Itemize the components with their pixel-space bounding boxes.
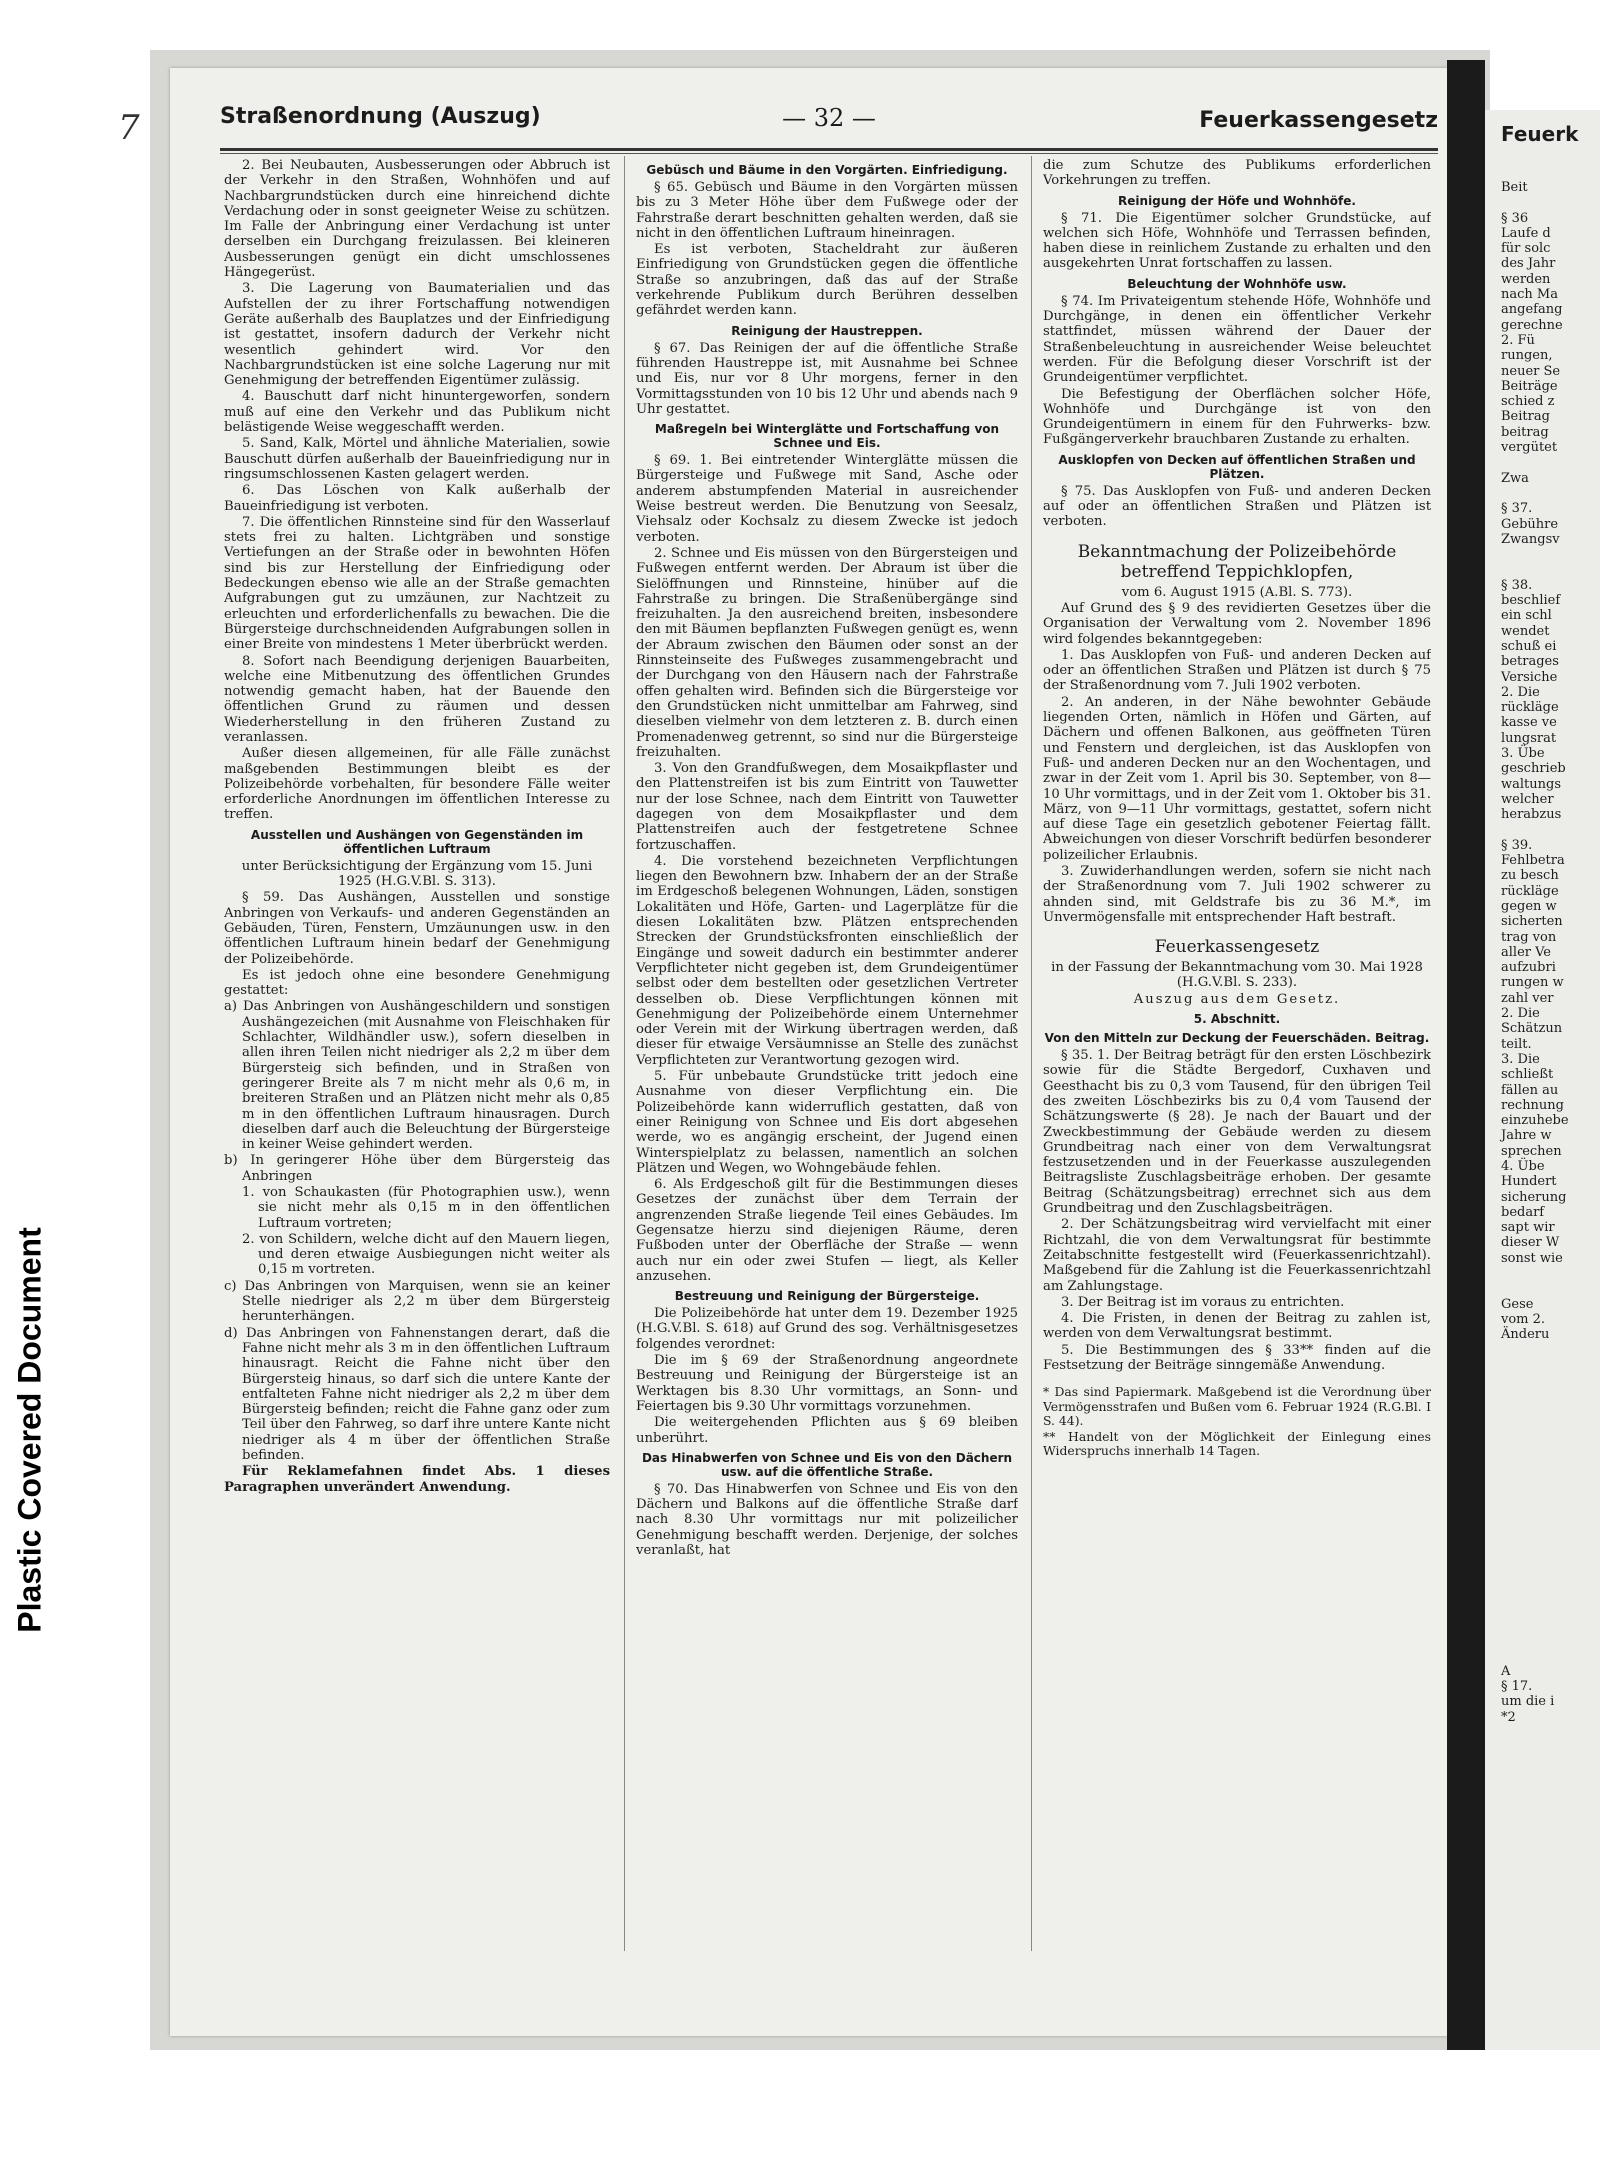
adjacent-page-line: Fehlbetra xyxy=(1501,853,1565,869)
adjacent-page-line: Beitrag xyxy=(1501,409,1550,425)
permission-list xyxy=(224,999,610,1463)
list-item: a) Das Anbringen von Aushängeschildern und sonstigen Aushängezeichen (mit Ausnahme von Fleischhaken für Schlachter, Wildhändler usw.), sofern dieselben in allen ihren Teilen nicht niedriger als 2,2 m über dem Bürgersteig sich befinden, und in Straßen von geringerer Breite als 7 m nicht mehr als 0,6 m, in breiteren Straßen und an Plätzen nicht mehr als 0,85 m in den öffentlichen Luftraum hinausragen. Durch dieselben darf auch die Beleuchtung der Bürgersteige in keiner Weise gehindert werden. xyxy=(224,999,610,1153)
adjacent-page-line: betrages xyxy=(1501,654,1559,670)
adjacent-page-line: lungsrat xyxy=(1501,730,1557,746)
adjacent-page-line: ein schl xyxy=(1501,608,1552,624)
adjacent-page-line xyxy=(1501,455,1569,470)
adjacent-page-line: Laufe d xyxy=(1501,225,1551,241)
column-divider xyxy=(624,156,625,1951)
paragraph: § 75. Das Ausklopfen von Fuß- und anderen Decken auf oder an öffentlichen Straßen und Plätzen ist verboten. xyxy=(1043,483,1431,530)
adjacent-page-line xyxy=(1501,1572,1569,1587)
paragraph: 2. An anderen, in der Nähe bewohnter Gebäude liegenden Orten, nämlich in Höfen und Gärten, auf Dächern und offenen Balkonen, aus geöffneten Türen und Fenstern und dergleichen, ist das Ausklopfen von Fuß- und anderen Decken nur an den Wochentagen, und zwar in der Zeit vom 1. April bis 30. September, von 8—10 Uhr vormittags, und in der Zeit vom 1. Oktober bis 31. März, von 9—11 Uhr vormittags, gestattet, sofern nicht auf diese Tage ein gesetzlich gebotener Feiertag fällt. Abweichungen von dieser Vorschrift bedürfen besonderer polizeilicher Erlaubnis. xyxy=(1043,694,1431,863)
section-heading: Maßregeln bei Winterglätte und Fortschaffung von Schnee und Eis. xyxy=(654,422,1000,451)
adjacent-page-line: bedarf xyxy=(1501,1204,1545,1220)
adjacent-page-line: neuer Se xyxy=(1501,363,1561,379)
adjacent-page-line: Zwangsv xyxy=(1501,531,1560,547)
adjacent-page-line: angefang xyxy=(1501,302,1563,318)
adjacent-page-line: *2 xyxy=(1501,1709,1516,1725)
list-item: b) In geringerer Höhe über dem Bürgersteig das Anbringen xyxy=(224,1153,610,1184)
paragraph: § 70. Das Hinabwerfen von Schnee und Eis von den Dächern und Balkons auf die öffentliche Straße darf nach 8.30 Uhr vormittags nur mit polizeilicher Genehmigung beschafft werden. Derjenige, der solches veranlaßt, hat xyxy=(636,1481,1018,1559)
adjacent-page-line xyxy=(1501,1266,1569,1281)
section-heading: Reinigung der Haustreppen. xyxy=(731,323,923,338)
paragraph: Die Polizeibehörde hat unter dem 19. Dezember 1925 (H.G.V.Bl. S. 618) auf Grund des sog. Verhältnisgesetzes folgendes verordnet: xyxy=(636,1306,1018,1352)
adjacent-page-line: schließt xyxy=(1501,1067,1554,1083)
adjacent-page-line: waltungs xyxy=(1501,776,1561,792)
paragraph: 2. Schnee und Eis müssen von den Bürgersteigen und Fußwegen entfernt werden. Der Abraum ist über die Sielöffnungen und Rinnsteine, hinüber auf die Fahrstraße zu bringen. Die Straßenübergänge sind freizuhalten. Ja den ausreichend breiten, insbesondere den mit Bäumen bepflanzten Fußwegen genügt es, wenn der Abraum zwischen den Bäumen oder sonst an der Rinnsteinseite des Fußweges zusammengebracht und der Durchgang von den Häusern nach der Fahrstraße offen gehalten wird. Befinden sich die Bürgersteige vor den Grundstücken nicht unmittelbar am Fahrweg, sind dieselben vielmehr von dem letzteren z. B. durch einen Promenadenweg getrennt, so sind nur die Bürgersteige freizuhalten. xyxy=(636,545,1018,760)
adjacent-page-line: Hundert xyxy=(1501,1174,1557,1190)
adjacent-page-line xyxy=(1501,1649,1569,1664)
excerpt-note: Auszug aus dem Gesetz. xyxy=(1133,991,1341,1007)
header-left-title: Straßenordnung (Auszug) xyxy=(220,104,541,129)
adjacent-page-line: schuß ei xyxy=(1501,638,1557,654)
section-heading: Gebüsch und Bäume in den Vorgärten. Einfriedigung. xyxy=(646,163,1008,177)
paragraph: Für Reklamefahnen findet Abs. 1 dieses Paragraphen unverändert Anwendung. xyxy=(224,1464,610,1495)
adjacent-page-line: um die i xyxy=(1501,1694,1555,1710)
paragraph: § 35. 1. Der Beitrag beträgt für den ersten Löschbezirk sowie für die Städte Bergedorf, Cuxhaven und Geesthacht bis zu 0,3 vom Tausend, für den übrigen Teil des zweiten Löschbezirks bis zu 0,4 vom Tausend der Schätzungswerte (§ 28). Je nach der Bauart und der Zweckbestimmung der Gebäude werden zu diesem Grundbeitrag nach einer von dem Verwaltungsrat festzusetzenden und in der Feuerkasse auszulegenden Beitragsliste Zuschlagsbeiträge erhoben. Der gesamte Beitrag (Schätzungsbeitrag) errechnet sich aus dem Grundbeitrag und den Zuschlagsbeiträgen. xyxy=(1043,1048,1431,1217)
section-heading: Ausklopfen von Decken auf öffentlichen Straßen und Plätzen. xyxy=(1058,452,1416,481)
adjacent-page-line: fällen au xyxy=(1501,1082,1559,1098)
adjacent-page-line xyxy=(1501,822,1569,837)
adjacent-page-line: einzuhebe xyxy=(1501,1113,1569,1129)
section-heading: Das Hinabwerfen von Schnee und Eis von den Dächern usw. auf die öffentliche Straße. xyxy=(641,1450,1013,1479)
chapter-title: Von den Mitteln zur Deckung der Feuerschäden. Beitrag. xyxy=(1044,1031,1430,1046)
adjacent-page-line xyxy=(1501,1557,1569,1572)
paragraph: 4. Die Fristen, in denen der Beitrag zu zahlen ist, werden von dem Verwaltungsrat bestimmt. xyxy=(1043,1311,1431,1342)
adjacent-page xyxy=(1485,110,1600,2050)
section-subtitle: unter Berücksichtigung der Ergänzung vom 15. Juni 1925 (H.G.V.Bl. S. 313). xyxy=(241,858,593,890)
chapter-heading: 5. Abschnitt. xyxy=(1193,1012,1281,1027)
list-subitem: 1. von Schaukasten (für Photographien usw.), wenn sie nicht mehr als 0,15 m in den öffentlichen Luftraum vortreten; xyxy=(242,1185,610,1231)
adjacent-page-line: sprechen xyxy=(1501,1143,1562,1159)
adjacent-page-line: § 17. xyxy=(1501,1679,1533,1695)
adjacent-page-line: des Jahr xyxy=(1501,256,1556,272)
adjacent-page-line: vergütet xyxy=(1501,440,1558,456)
adjacent-page-line: § 37. xyxy=(1501,501,1533,517)
adjacent-page-line: Beit xyxy=(1501,180,1528,195)
plastic-covered-banner xyxy=(0,1150,60,1710)
adjacent-page-line: § 39. xyxy=(1501,837,1533,853)
adjacent-page-line xyxy=(1501,1511,1569,1526)
adjacent-page-line: Jahre w xyxy=(1501,1128,1552,1144)
law-version-note: in der Fassung der Bekanntmachung vom 30. Mai 1928 (H.G.V.Bl. S. 233). xyxy=(1051,960,1423,991)
adjacent-page-line: 2. Die xyxy=(1501,1006,1540,1022)
adjacent-page-line: gegen w xyxy=(1501,898,1557,914)
adjacent-page-line xyxy=(1501,1373,1569,1388)
paragraph: § 71. Die Eigentümer solcher Grundstücke, auf welchen sich Höfe, Wohnhöfe und Terrassen befinden, haben diese in reinlichem Zustande zu erhalten und den ausgekehrten Unrat fortschaffen zu lassen. xyxy=(1043,210,1431,272)
adjacent-page-line: rungen, xyxy=(1501,348,1553,364)
adjacent-page-line: kasse ve xyxy=(1501,715,1557,731)
column-1 xyxy=(224,158,610,1953)
paragraph: 3. Die Lagerung von Baumaterialien und das Aufstellen der zu ihrer Fortschaffung notwendigen Geräte außerhalb des Bauplatzes und der Einfriedigung ist gestattet, insofern dadurch der Verkehr nicht wesentlich gehindert wird. Vor den Nachbargrundstücken ist eine solche Lagerung nur mit Genehmigung der betreffenden Eigentümer zulässig. xyxy=(224,281,610,389)
paragraph: § 69. 1. Bei eintretender Winterglätte müssen die Bürgersteige und Fußwege mit Sand, Asche oder anderem abstumpfenden Material in ausreichender Weise bestreut werden. Die Benutzung von Seesalz, Viehsalz oder Kochsalz zu diesem Zwecke ist jedoch verboten. xyxy=(636,453,1018,545)
paragraph: 4. Bauschutt darf nicht hinuntergeworfen, sondern muß auf eine den Verkehr und das Publikum nicht belästigende Weise weggeschafft werden. xyxy=(224,389,610,436)
adjacent-page-line: aller Ve xyxy=(1501,944,1551,960)
adjacent-page-line xyxy=(1501,1343,1569,1358)
adjacent-page-line xyxy=(1501,1358,1569,1373)
adjacent-page-line: 3. Übe xyxy=(1501,745,1545,761)
paragraph: Auf Grund des § 9 des revidierten Gesetzes über die Organisation der Verwaltung vom 2. November 1896 wird folgendes bekanntgegeben: xyxy=(1043,600,1431,647)
paragraph: Die weitergehenden Pflichten aus § 69 bleiben unberührt. xyxy=(636,1415,1018,1446)
column-divider xyxy=(1031,156,1032,1951)
book-gutter xyxy=(1447,60,1485,2050)
adjacent-page-line: rechnung xyxy=(1501,1097,1565,1113)
margin-mark: 7 xyxy=(118,108,140,148)
adjacent-page-line: beitrag xyxy=(1501,424,1549,440)
paragraph: Es ist jedoch ohne eine besondere Genehmigung gestattet: xyxy=(224,967,610,999)
paragraph: 1. Das Ausklopfen von Fuß- und anderen Decken auf oder an öffentlichen Straßen und Plätzen ist durch § 75 der Straßenordnung vom 7. Juli 1902 verboten. xyxy=(1043,647,1431,694)
adjacent-page-line: teilt. xyxy=(1501,1036,1532,1052)
adjacent-page-line xyxy=(1501,1480,1569,1495)
bottom-margin xyxy=(150,2050,1600,2177)
page-number: — 32 — xyxy=(782,104,876,132)
adjacent-page-line: für solc xyxy=(1501,241,1551,257)
adjacent-page-line xyxy=(1501,1465,1569,1480)
adjacent-page-line: aufzubri xyxy=(1501,960,1556,976)
section-heading: Ausstellen und Aushängen von Gegenständen im öffentlichen Luftraum xyxy=(250,827,584,856)
adjacent-page-line xyxy=(1501,1618,1569,1633)
adjacent-page-line xyxy=(1501,562,1569,577)
adjacent-page-line xyxy=(1501,1419,1569,1434)
adjacent-page-line: sicherung xyxy=(1501,1189,1567,1205)
adjacent-page-line: wendet xyxy=(1501,623,1550,639)
adjacent-page-header: Feuerk xyxy=(1501,122,1579,146)
adjacent-page-line: trag von xyxy=(1501,929,1557,945)
footnote: ** Handelt von der Möglichkeit der Einlegung eines Widerspruchs innerhalb 14 Tagen. xyxy=(1043,1428,1431,1458)
header-rule xyxy=(220,148,1438,151)
footnote: * Das sind Papiermark. Maßgebend ist die Verordnung über Vermögensstrafen und Bußen vom 6. Februar 1924 (R.G.Bl. I S. 44). xyxy=(1043,1384,1431,1429)
paragraph: 5. Sand, Kalk, Mörtel und ähnliche Materialien, sowie Bauschutt dürfen außerhalb der Baueinfriedigung nur in ringsumschlossenen Kasten gelagert werden. xyxy=(224,436,610,482)
adjacent-page-line xyxy=(1501,1587,1569,1602)
adjacent-page-line: beschlief xyxy=(1501,593,1561,609)
adjacent-page-line: § 36 xyxy=(1501,210,1529,226)
paragraph: 4. Die vorstehend bezeichneten Verpflichtungen liegen den Bewohnern bzw. Inhabern der an der Straße im Erdgeschoß belegenen Wohnungen, Läden, sonstigen Lokalitäten und Höfe, Garten- und Lagerplätze für die diesen Lokalitäten bzw. Plätzen entsprechenden Strecken der Grundstücksfronten einschließlich der Eingänge und soweit dadurch ein bestimmter anderer Verpflichteter nicht gegeben ist, dem Grundeigentümer selbst oder dem bestellten oder gesetzlichen Vertreter desselben ob. Diese Verpflichtungen können mit Genehmigung der Polizeibehörde einem Unternehmer oder Verein mit der Wirkung übertragen werden, daß dieser für etwaige Versäumnisse an Stelle des zunächst Verpflichteten zur Verantwortung gezogen wird. xyxy=(636,853,1018,1068)
paragraph: Es ist verboten, Stacheldraht zur äußeren Einfriedigung von Grundstücken gegen die öffentliche Straße so anzubringen, daß das auf der Straße verkehrende Publikum durch Berühren desselben gefährdet werden kann. xyxy=(636,242,1018,319)
list-item: d) Das Anbringen von Fahnenstangen derart, daß die Fahne nicht mehr als 3 m in den öffentlichen Luftraum hinausragt. Reicht die Fahne nicht über den Bürgersteig hinaus, so darf sich die untere Kante der entfalteten Fahne nicht niedriger als 2,2 m über dem Bürgersteig befinden; reicht die Fahne ganz oder zum Teil über den Fahrweg, so darf ihre untere Kante nicht niedriger als 4 m über der öffentlichen Straße befinden. xyxy=(224,1325,610,1464)
adjacent-page-text xyxy=(1501,180,1569,1725)
paragraph: 6. Als Erdgeschoß gilt für die Bestimmungen dieses Gesetzes der zunächst über dem Terrain der angrenzenden Straße liegende Teil eines Gebäudes. Im Gegensatze hierzu sind diejenigen Räume, deren Fußboden unter der Oberfläche der Straße — wenn auch nur ein oder zwei Stufen — liegt, als Keller anzusehen. xyxy=(636,1177,1018,1284)
paragraph: 3. Von den Grandfußwegen, dem Mosaikpflaster und den Plattenstreifen ist bis zum Eintritt von Tauwetter nur der lose Schnee, nach dem Eintritt von Tauwetter dagegen von dem Mosaikpflaster und dem Plattenstreifen auch der festgetretene Schnee fortzuschaffen. xyxy=(636,761,1018,853)
announcement-heading: Bekanntmachung der Polizeibehörde betreffend Teppichklopfen, xyxy=(1077,541,1397,582)
adjacent-page-line: werden xyxy=(1501,271,1551,287)
adjacent-page-line: zahl ver xyxy=(1501,990,1554,1006)
adjacent-page-line: rückläge xyxy=(1501,700,1559,716)
adjacent-page-line: Gese xyxy=(1501,1296,1534,1312)
paragraph: 5. Die Bestimmungen des § 33** finden auf die Festsetzung der Beiträge sinngemäße Anwendung. xyxy=(1043,1342,1431,1373)
paragraph: Außer diesen allgemeinen, für alle Fälle zunächst maßgebenden Bestimmungen bleibt es der Polizeibehörde vorbehalten, für besondere Fälle weiter erforderliche Anordnungen im öffentlichen Interesse zu treffen. xyxy=(224,746,610,823)
paragraph: 5. Für unbebaute Grundstücke tritt jedoch eine Ausnahme von dieser Verpflichtung ein. Die Polizeibehörde kann widerruflich gestatten, daß von einer Reinigung von Schnee und Eis dort abgesehen werde, wo es angängig erscheint, der Jugend einen Winterspielplatz zu belassen, namentlich an solchen Plätzen und Wegen, wo Wohngebäude fehlen. xyxy=(636,1069,1018,1176)
adjacent-page-line: A xyxy=(1501,1663,1511,1679)
adjacent-page-line: zu besch xyxy=(1501,868,1559,884)
adjacent-page-line: geschrieb xyxy=(1501,761,1566,777)
adjacent-page-line: Beiträge xyxy=(1501,378,1558,394)
adjacent-page-line: 2. Die xyxy=(1501,684,1540,700)
paragraph: § 74. Im Privateigentum stehende Höfe, Wohnhöfe und Durchgänge, in denen ein öffentlicher Verkehr stattfindet, müssen während der Dauer der Straßenbeleuchtung in ausreichender Weise beleuchtet werden. Für die Befolgung dieser Vorschrift ist der Grundeigentümer verpflichtet. xyxy=(1043,293,1431,386)
paragraph: 6. Das Löschen von Kalk außerhalb der Baueinfriedigung ist verboten. xyxy=(224,483,610,514)
section-heading: Bestreuung und Reinigung der Bürgersteige. xyxy=(674,1289,980,1304)
adjacent-page-line: sicherten xyxy=(1501,914,1563,930)
adjacent-page-line: vom 2. xyxy=(1501,1311,1546,1327)
adjacent-page-line: welcher xyxy=(1501,791,1554,807)
paragraph: die zum Schutze des Publikums erforderlichen Vorkehrungen zu treffen. xyxy=(1043,158,1431,189)
paragraph: 3. Zuwiderhandlungen werden, sofern sie nicht nach der Straßenordnung vom 7. Juli 1902 schwerer zu ahnden sind, mit Geldstrafe bis zu 36 M.*, im Unvermögensfalle mit entsprechender Haft bestraft. xyxy=(1043,863,1431,925)
list-subitem: 2. von Schildern, welche dicht auf den Mauern liegen, und deren etwaige Ausbiegungen nicht weiter als 0,15 m vortreten. xyxy=(242,1231,610,1278)
header-right-title: Feuerkassengesetz xyxy=(1199,108,1438,133)
adjacent-page-line: Gebühre xyxy=(1501,516,1559,532)
adjacent-page-line: 4. Übe xyxy=(1501,1159,1545,1174)
paragraph: 3. Der Beitrag ist im voraus zu entrichten. xyxy=(1061,1294,1345,1310)
adjacent-page-line: dieser W xyxy=(1501,1235,1560,1251)
section-heading: Beleuchtung der Wohnhöfe usw. xyxy=(1127,276,1347,291)
column-3 xyxy=(1043,158,1431,1953)
paragraph: 2. Der Schätzungsbeitrag wird vervielfacht mit einer Richtzahl, die von dem Verwaltungsrat für bestimmte Zeitabschnitte festgestellt wird (Feuerkassenrichtzahl). Maßgebend für die Zahlung ist die Feuerkassenrichtzahl am Zahlungstage. xyxy=(1043,1217,1431,1294)
adjacent-page-line: Schätzun xyxy=(1501,1021,1563,1037)
banner-text: Plastic Covered Document xyxy=(11,1227,48,1633)
paragraph: § 67. Das Reinigen der auf die öffentliche Straße führenden Haustreppe ist, mit Ausnahme bei Schnee und Eis, nur vor 8 Uhr morgens, ferner in den Vormittagsstunden von 10 bis 12 Uhr und abends nach 9 Uhr gestattet. xyxy=(636,340,1018,417)
adjacent-page-line xyxy=(1501,1434,1569,1449)
section-heading: Reinigung der Höfe und Wohnhöfe. xyxy=(1118,193,1356,208)
adjacent-page-line xyxy=(1501,1496,1569,1511)
adjacent-page-line: sonst wie xyxy=(1501,1250,1563,1266)
adjacent-page-line xyxy=(1501,1404,1569,1419)
paragraph: Die im § 69 der Straßenordnung angeordnete Bestreuung und Reinigung der Bürgersteige ist an Werktagen bis 8.30 Uhr vormittags, an Sonn- und Feiertagen bis 9.30 Uhr vormittags vorzunehmen. xyxy=(636,1353,1018,1414)
adjacent-page-line: schied z xyxy=(1501,394,1555,410)
paragraph: 7. Die öffentlichen Rinnsteine sind für den Wasserlauf stets frei zu halten. Lichtgräben und sonstige Vertiefungen an der Straße oder in bewohnten Höfen sind bis zur Herstellung der Einfriedigung oder Bedeckungen ebenso wie alle an der Straße gemachten Aufgrabungen gut zu umzäunen, zur Nachtzeit zu erleuchten und erforderlichenfalls zu bewachen. Die die Bürgersteige durchschneidenden Aufgrabungen sollen in einer Breite von mindestens 1 Meter überbrückt werden. xyxy=(224,514,610,653)
adjacent-page-line: Versiche xyxy=(1501,669,1558,685)
paragraph: 2. Bei Neubauten, Ausbesserungen oder Abbruch ist der Verkehr in den Straßen, Wohnhöfen und auf Nachbargrundstücken durch eine hinreichend dichte Verdachung oder in sonst geeigneter Weise zu schützen. Im Falle der Anbringung einer Verdachung ist unter derselben ein Durchgang freizulassen. Bei kleineren Ausbesserungen genügt ein dicht umschlossenes Hängegerüst. xyxy=(224,158,610,281)
adjacent-page-line: rückläge xyxy=(1501,883,1559,899)
adjacent-page-line xyxy=(1501,1541,1569,1556)
adjacent-page-line xyxy=(1501,1450,1569,1465)
adjacent-page-line xyxy=(1501,486,1569,501)
adjacent-page-line xyxy=(1501,547,1569,562)
column-2 xyxy=(636,158,1018,1953)
paragraph: § 59. Das Aushängen, Ausstellen und sonstige Anbringen von Verkaufs- und anderen Gegenständen an Gebäuden, Türen, Fenstern, Umzäunungen usw. in den öffentlichen Luftraum hinein bedarf der Genehmigung der Polizeibehörde. xyxy=(224,890,610,967)
adjacent-page-line: gerechne xyxy=(1501,317,1563,333)
adjacent-page-line: Zwa xyxy=(1501,470,1529,486)
adjacent-page-line xyxy=(1501,1633,1569,1648)
adjacent-page-line xyxy=(1501,1388,1569,1403)
adjacent-page-line: 3. Die xyxy=(1501,1051,1540,1067)
list-item: c) Das Anbringen von Marquisen, wenn sie an keiner Stelle niedriger als 2,2 m über dem Bürgersteig herunterhängen. xyxy=(224,1278,610,1325)
adjacent-page-line: rungen w xyxy=(1501,975,1564,991)
announcement-date: vom 6. August 1915 (A.Bl. S. 773). xyxy=(1121,584,1353,600)
adjacent-page-line: herabzus xyxy=(1501,807,1562,823)
law-title: Feuerkassengesetz xyxy=(1154,937,1320,958)
paragraph: Die Befestigung der Oberflächen solcher Höfe, Wohnhöfe und Durchgänge ist von den Grundeigentümern in einem für den Fuhrwerks- bzw. Fußgängerverkehr brauchbaren Zustande zu erhalten. xyxy=(1043,386,1431,448)
adjacent-page-line xyxy=(1501,1526,1569,1541)
adjacent-page-line: § 38. xyxy=(1501,577,1533,593)
adjacent-page-line: Änderu xyxy=(1501,1327,1550,1343)
adjacent-page-line: nach Ma xyxy=(1501,287,1558,303)
running-header xyxy=(220,104,1438,144)
adjacent-page-line xyxy=(1501,195,1569,210)
adjacent-page-line xyxy=(1501,1603,1569,1618)
adjacent-page-line: 2. Fü xyxy=(1501,332,1535,348)
adjacent-page-line xyxy=(1501,1281,1569,1296)
adjacent-page-line: sapt wir xyxy=(1501,1220,1555,1236)
paragraph: 8. Sofort nach Beendigung derjenigen Bauarbeiten, welche eine Mitbenutzung des öffentlichen Grundes notwendig gemacht haben, hat der Bauende den öffentlichen Grund zu räumen und dessen Wiederherstellung in den früheren Zustand zu veranlassen. xyxy=(224,653,610,745)
paragraph: § 65. Gebüsch und Bäume in den Vorgärten müssen bis zu 3 Meter Höhe über dem Fußwege oder der Fahrstraße derart beschnitten gehalten werden, daß sie nicht in den öffentlichen Luftraum hineinragen. xyxy=(636,180,1018,241)
header-rule-thin xyxy=(220,153,1438,154)
